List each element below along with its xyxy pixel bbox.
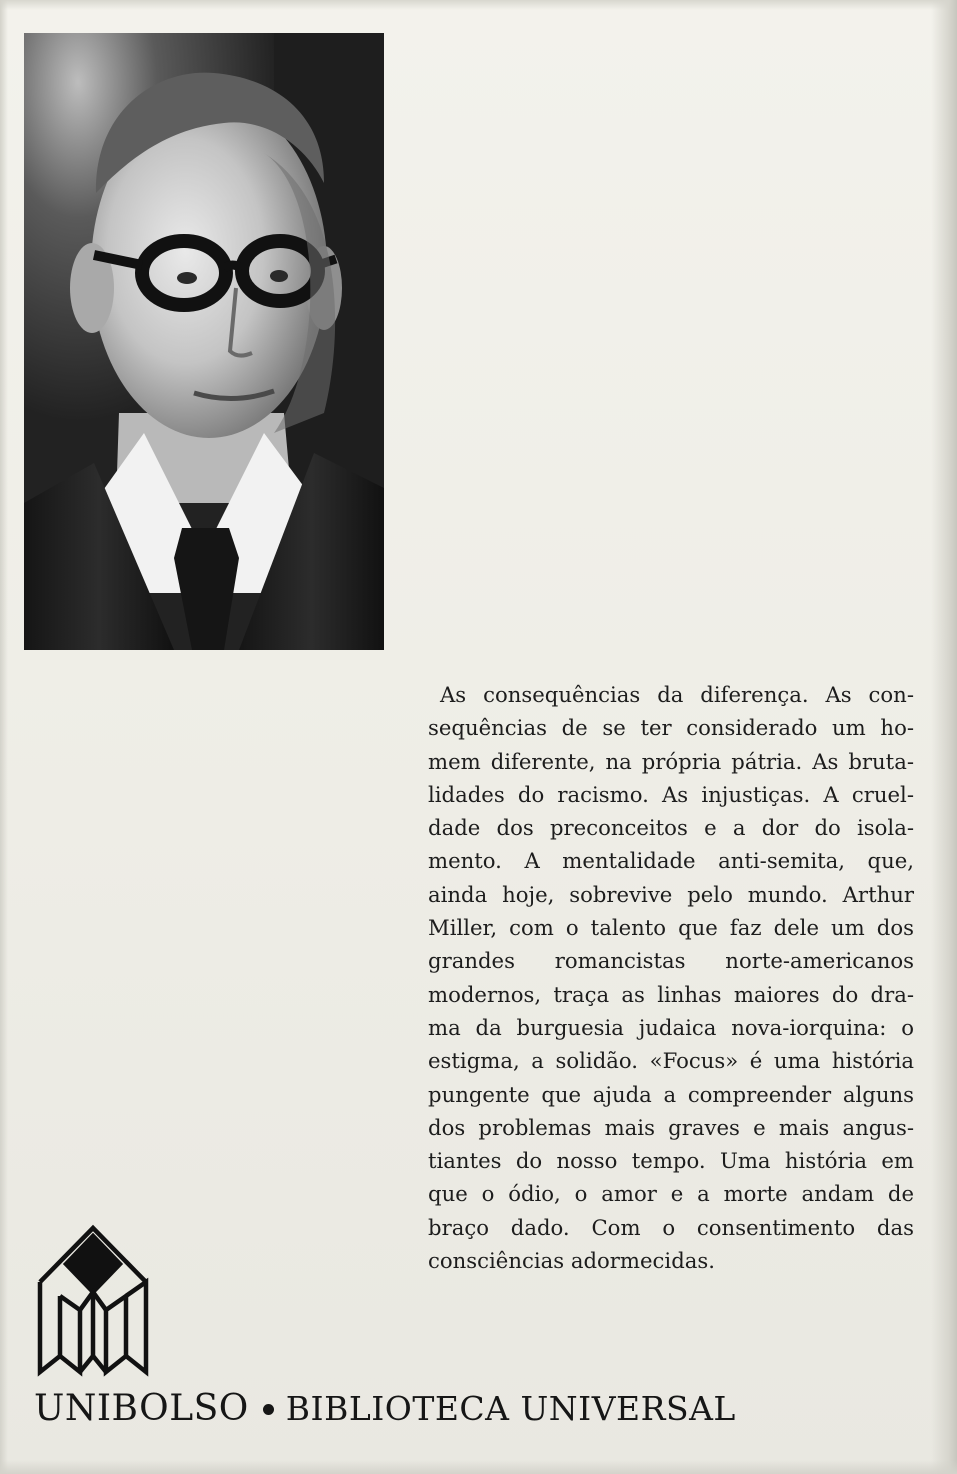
unibolso-logo-icon xyxy=(36,1222,150,1382)
blurb-line: pungente que ajuda a compreender alguns xyxy=(428,1081,914,1107)
blurb-line: mento. A mentalidade anti-semita, que, xyxy=(428,848,914,874)
portrait-icon xyxy=(24,33,384,650)
blurb-line: dade dos preconceitos e a dor do isola- xyxy=(428,815,914,841)
blurb-line: tiantes do nosso tempo. Uma história em xyxy=(428,1148,914,1174)
blurb-line: ma da burguesia judaica nova-iorquina: o xyxy=(428,1014,914,1040)
page-edge-right xyxy=(931,0,957,1474)
blurb-line: braço dado. Com o consentimento das xyxy=(428,1214,914,1240)
blurb-line: modernos, traça as linhas maiores do dra- xyxy=(428,981,914,1007)
publisher-name: UNIBOLSO xyxy=(34,1388,249,1429)
blurb-line: dos problemas mais graves e mais angus- xyxy=(428,1114,914,1140)
blurb-line: As consequências da diferença. As con- xyxy=(440,682,914,707)
author-portrait xyxy=(24,33,384,650)
publisher-logo xyxy=(36,1222,150,1382)
blurb-line: sequências de se ter considerado um ho- xyxy=(428,715,914,741)
blurb-text xyxy=(428,678,914,1277)
blurb-line: grandes romancistas norte-americanos xyxy=(428,948,914,974)
bullet-separator-icon xyxy=(263,1404,274,1415)
series-name: BIBLIOTECA UNIVERSAL xyxy=(285,1389,736,1428)
blurb-line: consciências adormecidas. xyxy=(428,1248,716,1274)
blurb-line: estigma, a solidão. «Focus» é uma história xyxy=(428,1048,914,1074)
blurb-line: ainda hoje, sobrevive pelo mundo. Arthur xyxy=(428,881,914,907)
page-edge-bottom xyxy=(0,1460,957,1474)
page-edge-top xyxy=(0,0,957,10)
blurb-line: Miller, com o talento que faz dele um dos xyxy=(428,915,914,941)
blurb-line: lidades do racismo. As injustiças. A cruel- xyxy=(428,781,914,807)
page-edge-left xyxy=(0,0,8,1474)
blurb-line: mem diferente, na própria pátria. As bruta- xyxy=(428,748,914,774)
publisher-imprint xyxy=(34,1386,736,1432)
blurb-line: que o ódio, o amor e a morte andam de xyxy=(428,1181,914,1207)
